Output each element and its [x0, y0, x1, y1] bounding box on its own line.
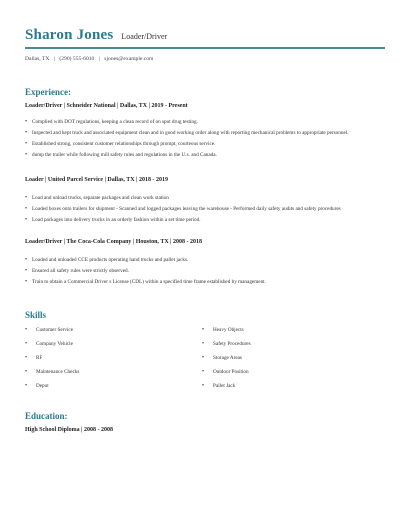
job-bullets [25, 118, 348, 162]
contact-location: Dallas, TX [25, 56, 50, 62]
job-bullet: • Train to obtain a Commercial Driver s License (CDL) within a specified time frame established by management. [25, 278, 266, 289]
resume-header [25, 26, 167, 44]
skill-item: • Company Vehicle [25, 340, 79, 354]
job-title: Loader/Driver | The Coca-Cola Company | Houston, TX | 2008 - 2018 [25, 239, 202, 245]
job-title: Loader/Driver | Schneider National | Dallas, TX | 2019 - Present [25, 103, 188, 109]
job-bullets [25, 256, 266, 289]
job-bullet: • Loaded boxes onto trailers for shipment - Scanned and logged packages leaving the warehouse - Performed daily safety audits and safety procedures [25, 205, 341, 216]
job-title: Loader | United Parcel Service | Dallas, TX | 2018 - 2019 [25, 177, 168, 183]
skill-item: • Maintenance Checks [25, 368, 79, 382]
candidate-title: Loader/Driver [121, 32, 168, 41]
education-heading: Education: [25, 411, 68, 421]
skill-item: • Customer Service [25, 326, 79, 340]
skills-heading: Skills [25, 310, 47, 320]
skill-item: • Depot [25, 382, 79, 396]
skill-item: • Heavy Objects [202, 326, 251, 340]
skills-left-column [25, 326, 79, 396]
contact-separator: | [98, 56, 100, 62]
skill-item: • Safety Procedures [202, 340, 251, 354]
education-entry: High School Diploma | 2008 - 2008 [25, 427, 113, 433]
contact-email[interactable]: sjones@example.com [104, 56, 154, 62]
header-divider [25, 47, 385, 49]
skill-item: • Storage Areas [202, 354, 251, 368]
job-bullet: • Ensured all safety rules were strictly observed. [25, 267, 266, 278]
job-bullet: • Inspected and kept truck and associated equipment clean and in good working order along with reporting mechanical problems to appropriate personnel. [25, 129, 348, 140]
job-bullet: • dump the trailer while following mill safety rules and regulations in the U.s. and Canada. [25, 151, 348, 162]
experience-heading: Experience: [25, 87, 71, 97]
job-bullet: • Established strong, consistent customer relationships through prompt, courteous service. [25, 140, 348, 151]
job-bullet: • Load packages into delivery trucks in an orderly fashion within a set time period. [25, 216, 341, 227]
contact-phone: (290) 555-6010 [59, 56, 95, 62]
candidate-name: Sharon Jones [25, 27, 114, 43]
job-bullet: • Loaded and unloaded CCE products operating hand trucks and pallet jacks. [25, 256, 266, 267]
contact-separator: | [53, 56, 55, 62]
skills-right-column [202, 326, 251, 396]
job-bullets [25, 194, 341, 227]
skill-item: • Outdoor Position [202, 368, 251, 382]
job-bullet: • Load and unload trucks, separate packages and clean work station [25, 194, 341, 205]
job-bullet: • Complied with DOT regulations, keeping a clean record of on spot drug testing. [25, 118, 348, 129]
contact-line [25, 56, 153, 62]
skill-item: • Pallet Jack [202, 382, 251, 396]
skill-item: • RF [25, 354, 79, 368]
